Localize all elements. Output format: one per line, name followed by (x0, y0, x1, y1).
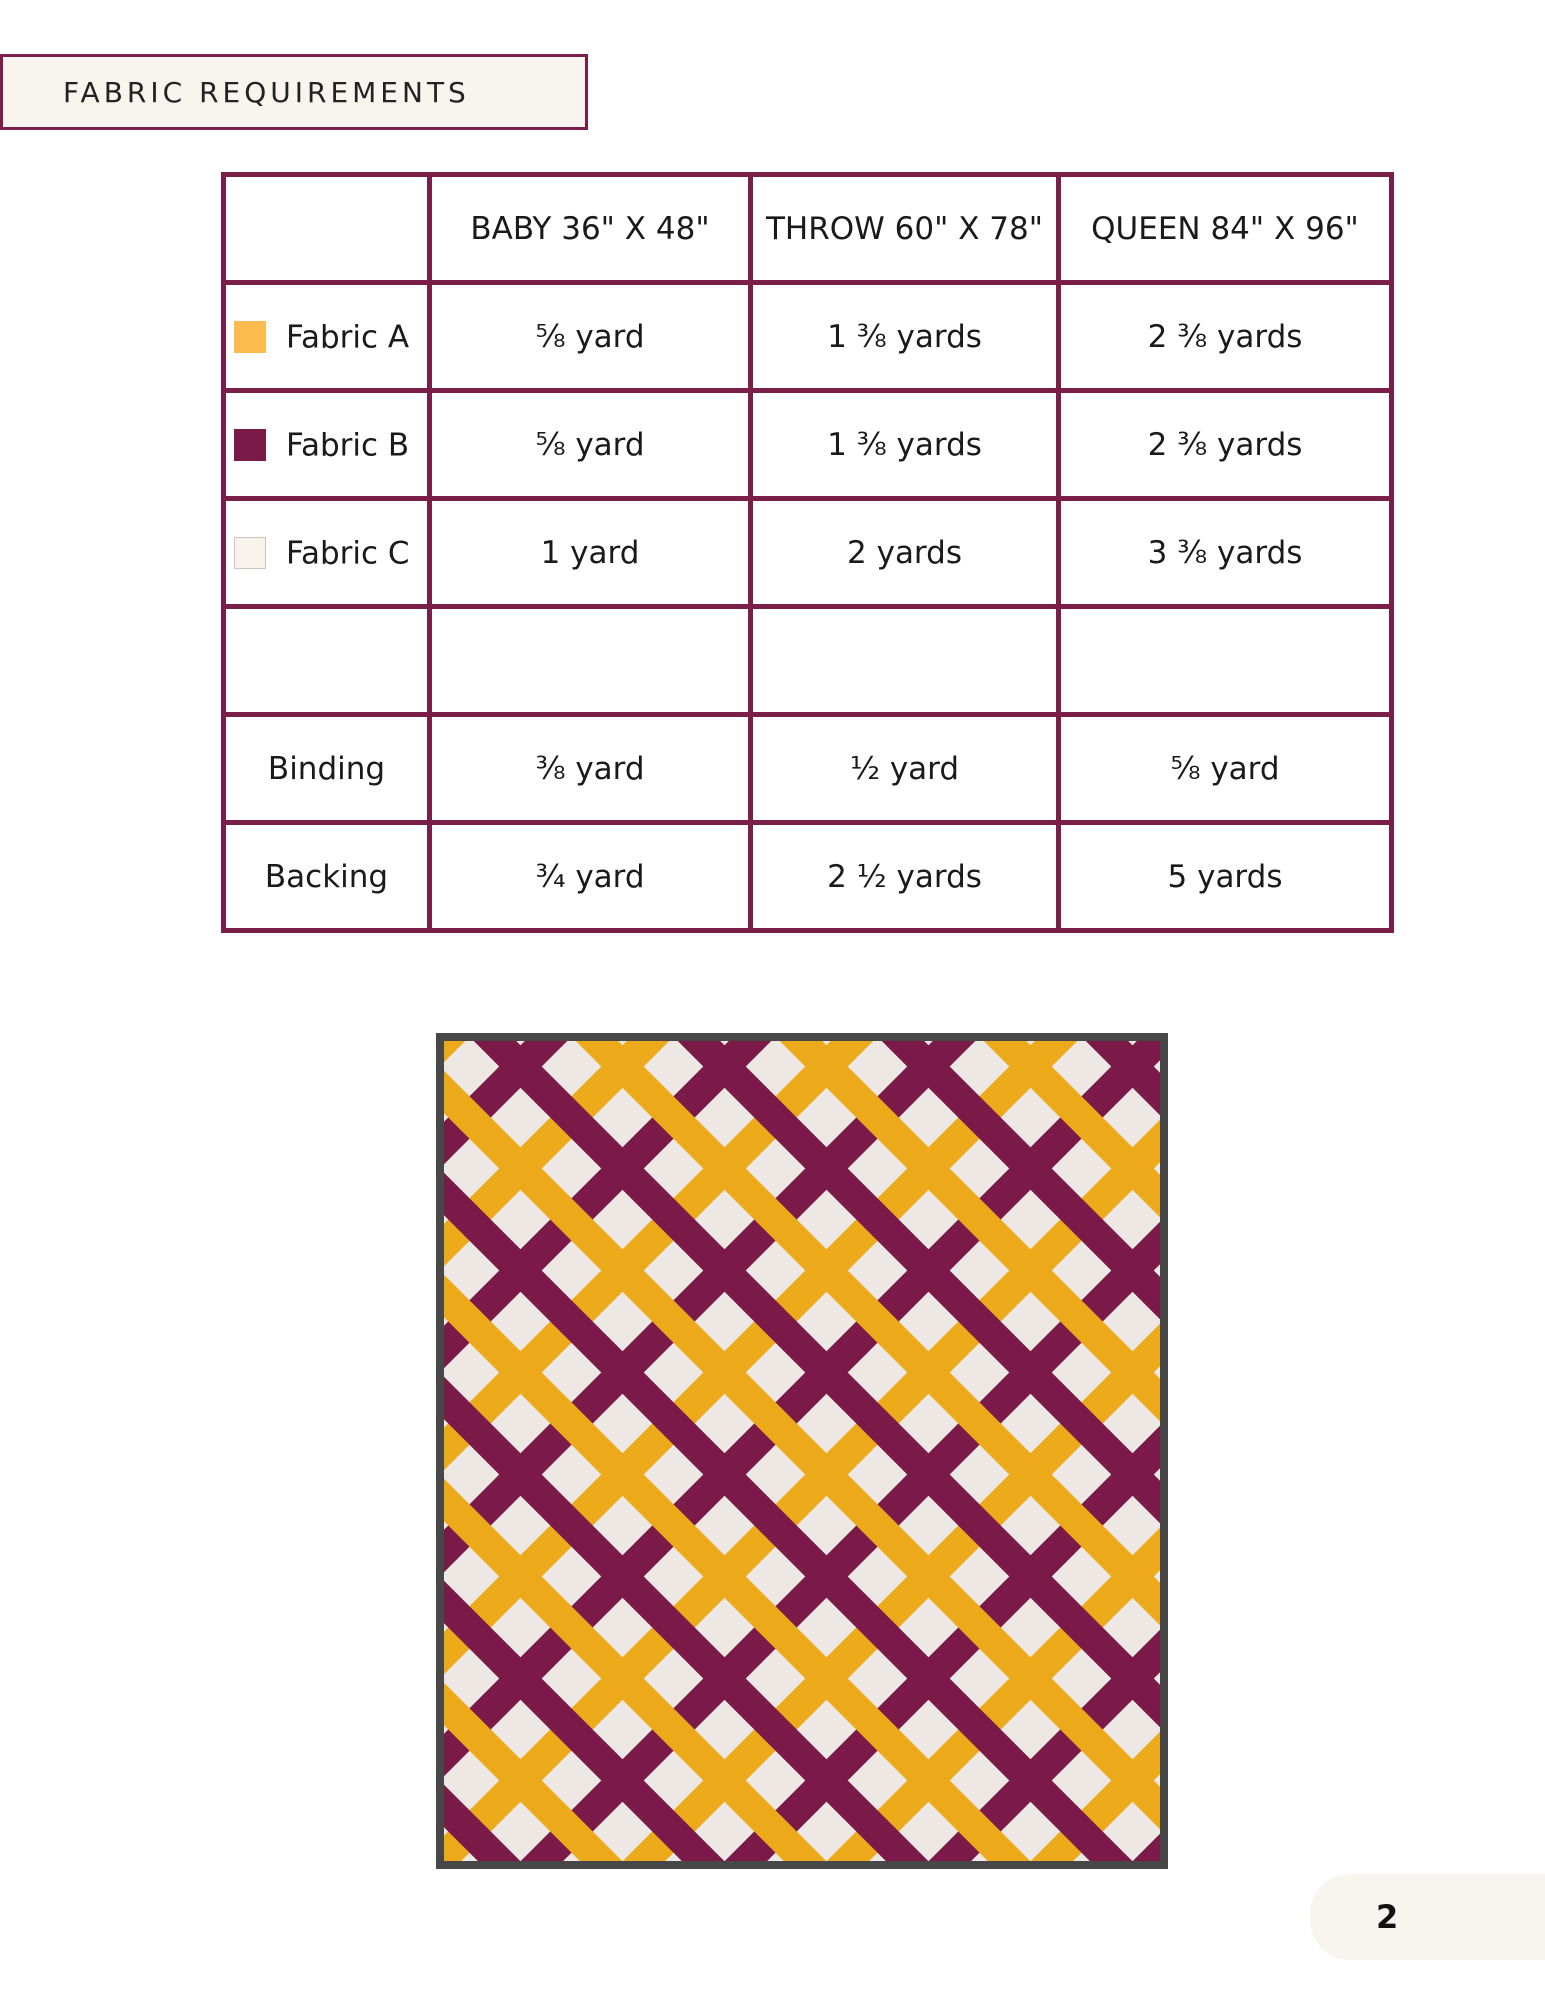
table-cell: 3 ⅜ yards (1059, 499, 1392, 607)
row-label: Fabric A (286, 319, 410, 356)
fabric-b-swatch (234, 429, 266, 461)
table-cell: 2 yards (751, 499, 1059, 607)
table-cell: 2 ½ yards (751, 823, 1059, 931)
table-cell: 5 yards (1059, 823, 1392, 931)
table-row (224, 823, 1392, 931)
backing-label: Backing (224, 823, 430, 931)
fabric-a-cell (224, 283, 430, 391)
table-cell: ⅝ yard (1059, 715, 1392, 823)
table-row (224, 391, 1392, 499)
table-cell: ¾ yard (430, 823, 751, 931)
quilt-pattern-image (444, 1041, 1160, 1861)
binding-label: Binding (224, 715, 430, 823)
section-header (0, 54, 588, 130)
page-number-tab (1310, 1874, 1545, 1960)
header-cell-queen: QUEEN 84" X 96" (1059, 175, 1392, 283)
fabric-c-swatch (234, 537, 266, 569)
quilt-illustration (436, 1033, 1168, 1869)
fabric-requirements-table (221, 172, 1394, 933)
table-cell: ⅝ yard (430, 391, 751, 499)
table-row (224, 715, 1392, 823)
table-row (224, 283, 1392, 391)
table-row-empty (224, 607, 1392, 715)
row-label: Fabric C (286, 535, 410, 572)
table-cell: 2 ⅜ yards (1059, 283, 1392, 391)
table-cell (751, 607, 1059, 715)
table-header-row (224, 175, 1392, 283)
header-cell-baby: BABY 36" X 48" (430, 175, 751, 283)
table-cell: 1 yard (430, 499, 751, 607)
table-cell: 1 ⅜ yards (751, 391, 1059, 499)
header-cell-throw: THROW 60" X 78" (751, 175, 1059, 283)
table-cell (1059, 607, 1392, 715)
table-row (224, 499, 1392, 607)
fabric-a-swatch (234, 321, 266, 353)
table-cell: ⅜ yard (430, 715, 751, 823)
section-title: FABRIC REQUIREMENTS (63, 75, 470, 109)
table-cell (224, 607, 430, 715)
table-cell: ⅝ yard (430, 283, 751, 391)
row-label: Fabric B (286, 427, 410, 464)
header-cell-empty (224, 175, 430, 283)
table-cell: 1 ⅜ yards (751, 283, 1059, 391)
table-cell: 2 ⅜ yards (1059, 391, 1392, 499)
table-cell: ½ yard (751, 715, 1059, 823)
fabric-b-cell (224, 391, 430, 499)
page-number: 2 (1376, 1898, 1399, 1936)
table-cell (430, 607, 751, 715)
fabric-c-cell (224, 499, 430, 607)
